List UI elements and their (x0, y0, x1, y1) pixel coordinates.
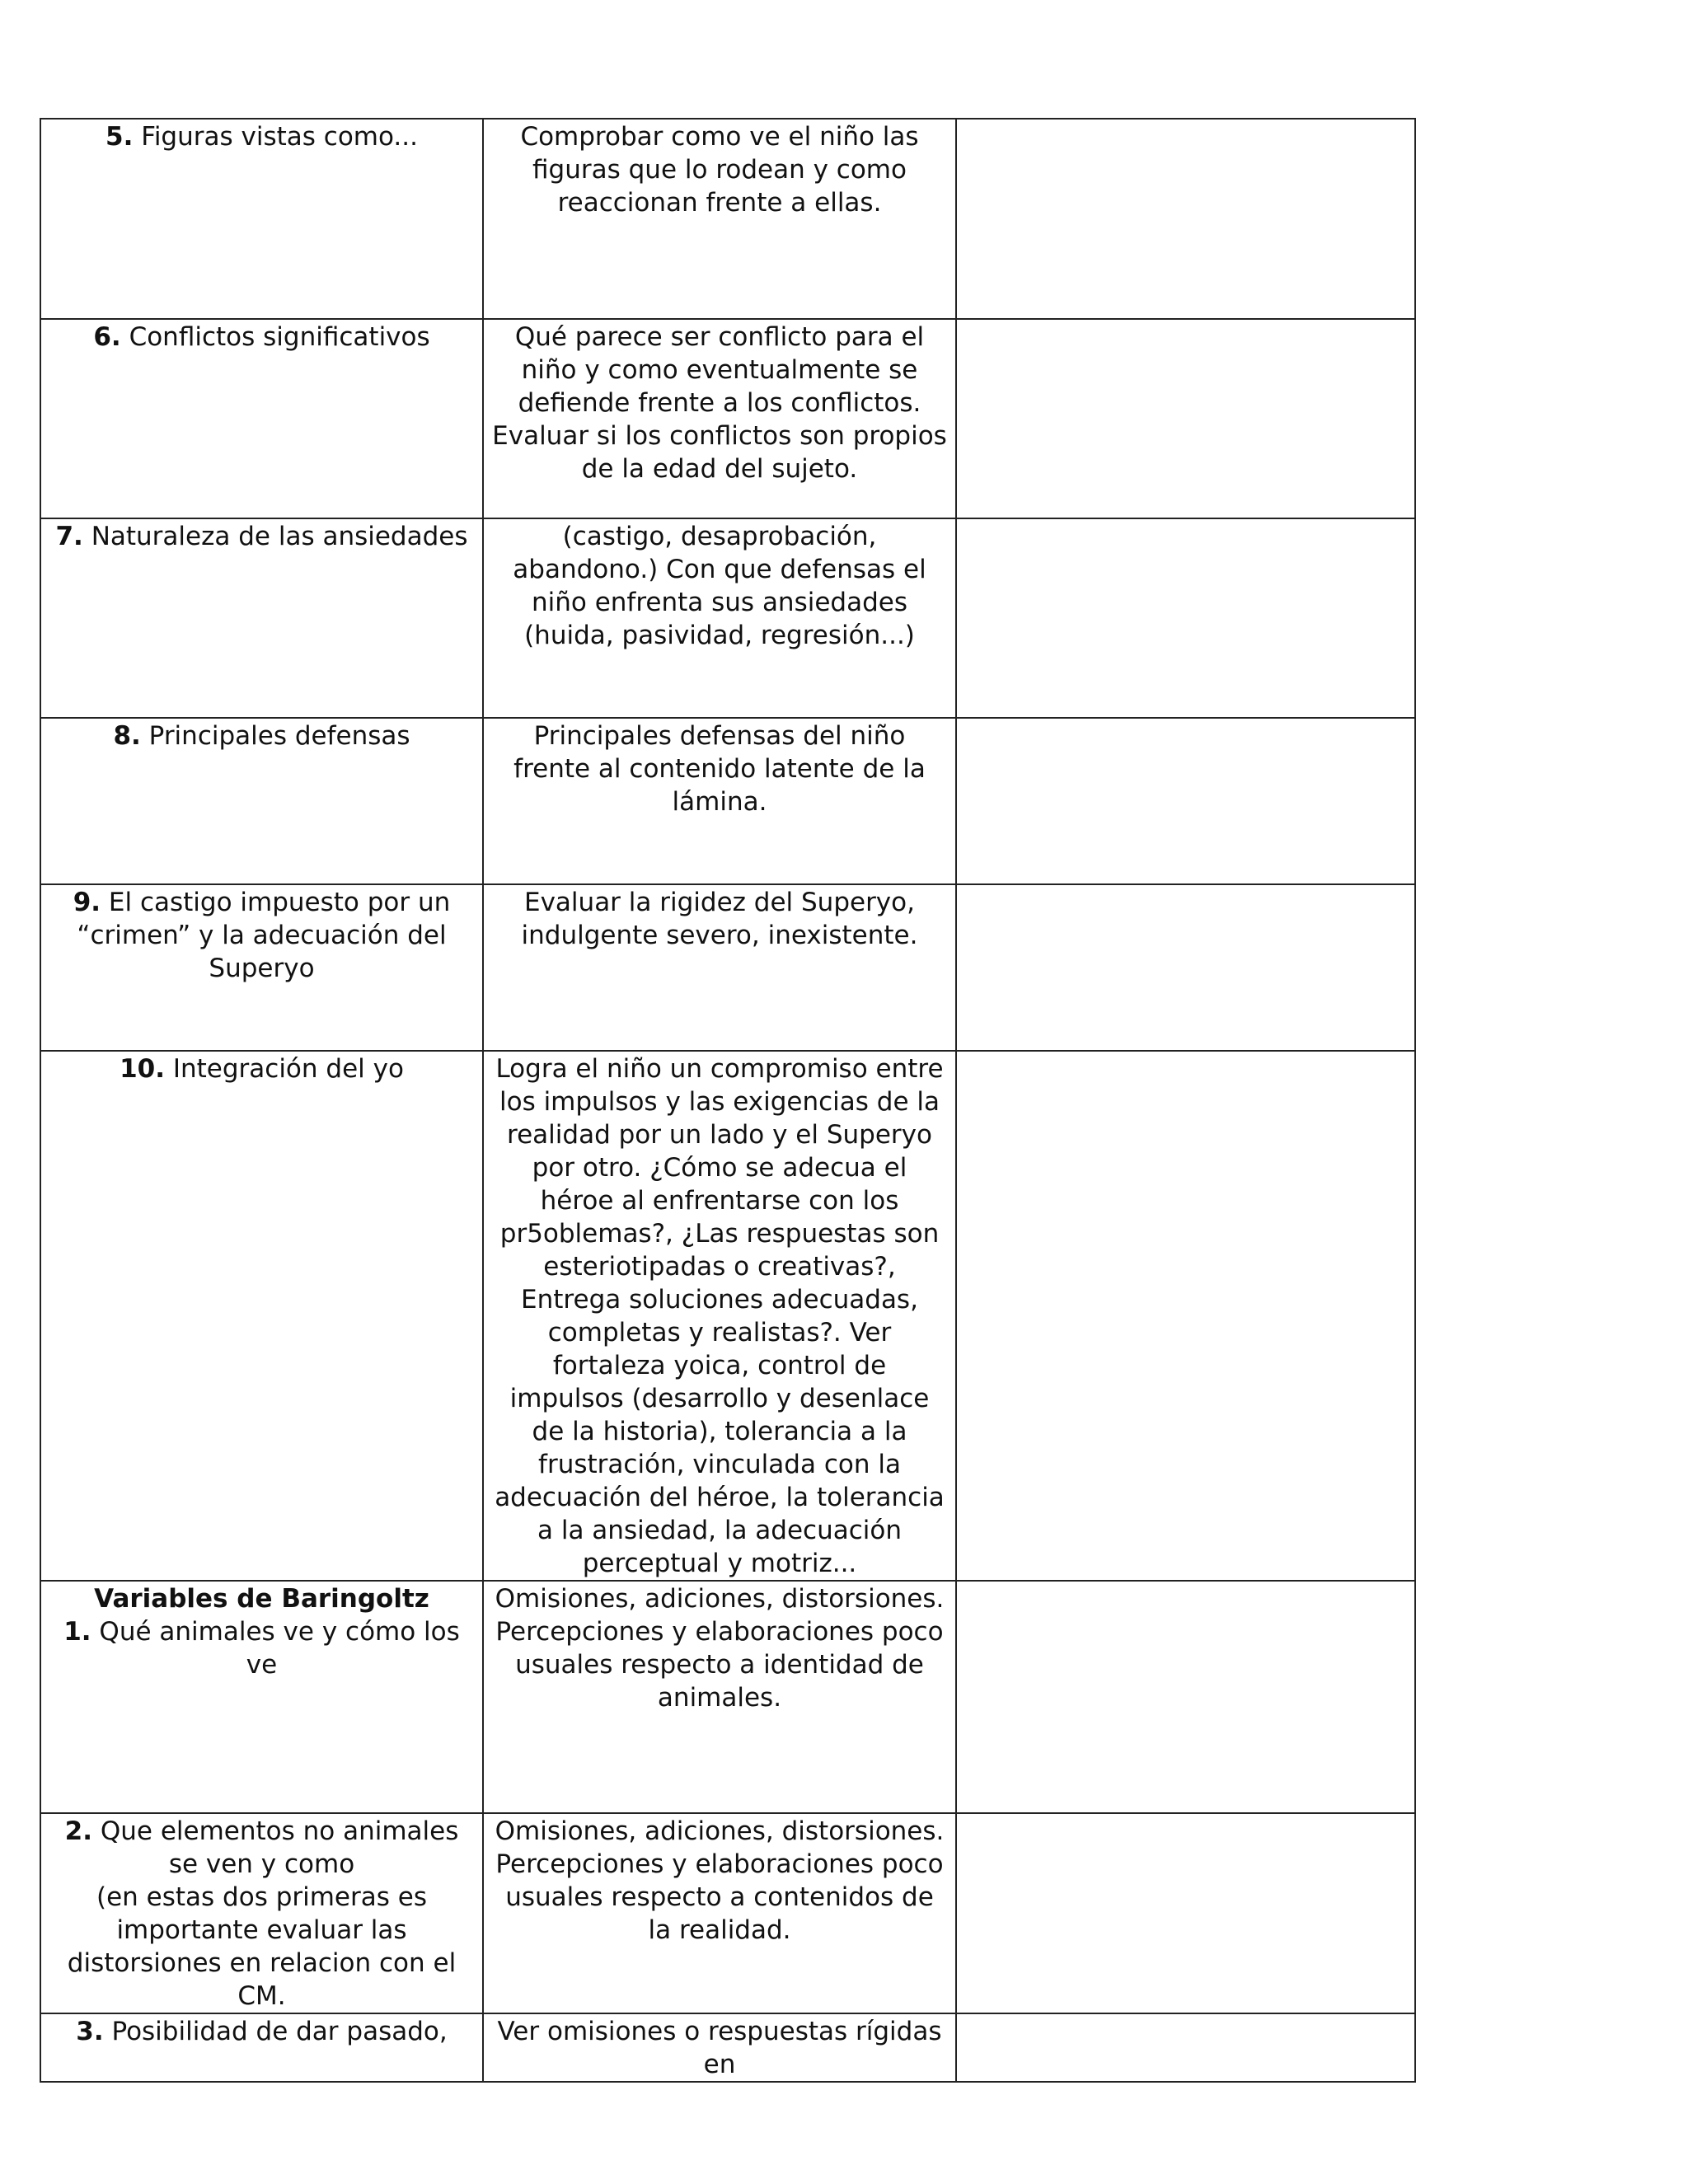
description-cell: Logra el niño un compromiso entre los impulsos y las exigencias de la realidad por un lado y el Superyo por otro. ¿Cómo se adecua el héroe al enfrentarse con los pr5oblemas?, ¿Las respuestas son esteriotipadas o creativas?, Entrega soluciones adecuadas, completas y realistas?. Ver fortaleza yoica, control de impulsos (desarrollo y desenlace de la historia), tolerancia a la frustración, vinculada con la adecuación del héroe, la tolerancia a la ansiedad, la adecuación perceptual y motriz... (483, 1051, 956, 1581)
variable-cell (40, 884, 483, 1051)
table-row (40, 718, 1415, 884)
variable-cell (40, 119, 483, 319)
evaluation-table (40, 118, 1416, 2083)
description-cell: Evaluar la rigidez del Superyo, indulgente severo, inexistente. (483, 884, 956, 1051)
table-row (40, 319, 1415, 518)
notes-cell (956, 1813, 1415, 2013)
notes-cell (956, 518, 1415, 718)
table-row (40, 2013, 1415, 2082)
notes-cell (956, 2013, 1415, 2082)
variable-cell (40, 718, 483, 884)
variable-cell (40, 319, 483, 518)
variable-label: Conflictos significativos (120, 322, 430, 352)
variable-cell (40, 1813, 483, 2013)
item-number: 6. (93, 322, 121, 352)
variable-label: Que elementos no animales se ven y como (91, 1816, 459, 1879)
variable-label: Posibilidad de dar pasado, (103, 2017, 448, 2046)
notes-cell (956, 119, 1415, 319)
notes-cell (956, 319, 1415, 518)
notes-cell (956, 1051, 1415, 1581)
description-cell: Ver omisiones o respuestas rígidas en (483, 2013, 956, 2082)
variable-note: (en estas dos primeras es importante evaluar las distorsiones en relacion con el CM. (67, 1882, 457, 2011)
variable-cell (40, 1581, 483, 1813)
description-cell: Principales defensas del niño frente al contenido latente de la lámina. (483, 718, 956, 884)
item-number: 2. (64, 1816, 92, 1846)
variable-cell (40, 2013, 483, 2082)
variable-label: El castigo impuesto por un “crimen” y la adecuación del Superyo (77, 888, 451, 983)
variable-cell (40, 518, 483, 718)
table-row (40, 884, 1415, 1051)
variable-label: Naturaleza de las ansiedades (82, 522, 468, 551)
notes-cell (956, 1581, 1415, 1813)
item-number: 10. (120, 1054, 165, 1084)
item-number: 7. (55, 522, 83, 551)
notes-cell (956, 884, 1415, 1051)
variable-label: Qué animales ve y cómo los ve (91, 1617, 460, 1680)
item-number: 9. (73, 888, 101, 917)
notes-cell (956, 718, 1415, 884)
section-heading: Variables de Baringoltz (94, 1584, 429, 1614)
table-row (40, 1813, 1415, 2013)
table-row (40, 1051, 1415, 1581)
item-number: 5. (106, 122, 134, 152)
variable-label: Principales defensas (140, 721, 410, 751)
item-number: 1. (63, 1617, 91, 1647)
variable-cell (40, 1051, 483, 1581)
description-cell: Omisiones, adiciones, distorsiones. Percepciones y elaboraciones poco usuales respecto a contenidos de la realidad. (483, 1813, 956, 2013)
description-cell: Qué parece ser conflicto para el niño y como eventualmente se defiende frente a los conflictos. Evaluar si los conflictos son propios de la edad del sujeto. (483, 319, 956, 518)
description-cell: Omisiones, adiciones, distorsiones. Percepciones y elaboraciones poco usuales respecto a identidad de animales. (483, 1581, 956, 1813)
item-number: 3. (76, 2017, 104, 2046)
description-cell: Comprobar como ve el niño las figuras que lo rodean y como reaccionan frente a ellas. (483, 119, 956, 319)
description-cell: (castigo, desaprobación, abandono.) Con que defensas el niño enfrenta sus ansiedades (huida, pasividad, regresión...) (483, 518, 956, 718)
table-row (40, 119, 1415, 319)
variable-label: Integración del yo (164, 1054, 404, 1084)
item-number: 8. (113, 721, 141, 751)
table-row (40, 518, 1415, 718)
variable-label: Figuras vistas como... (133, 122, 418, 152)
table-row (40, 1581, 1415, 1813)
